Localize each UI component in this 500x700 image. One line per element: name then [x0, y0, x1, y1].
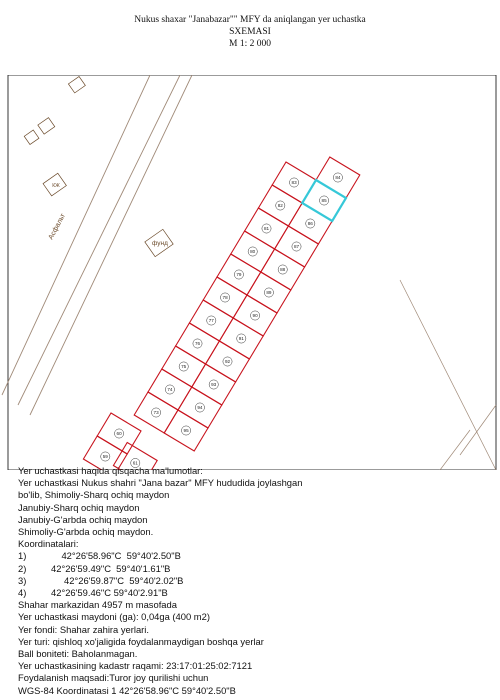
coord-row-1: 1) 42°26'58.96"C 59°40'2.50"B	[18, 550, 181, 562]
info-cadastre: Yer uchastkasining kadastr raqami: 23:17:01:25:02:7121	[18, 660, 253, 672]
info-location-3: Janubiy-Sharq ochiq maydon	[18, 501, 140, 513]
plots-group	[83, 157, 359, 470]
fund-label: фунд	[152, 240, 168, 247]
plot-number-74: 74	[167, 387, 173, 392]
plot-number-92: 92	[224, 359, 231, 364]
road-label: Асфальт	[47, 212, 68, 241]
building-1	[68, 76, 85, 92]
plot-number-85: 85	[321, 198, 327, 203]
info-fund: Yer fondi: Shahar zahira yerlari.	[18, 623, 149, 635]
info-location-2: bo'lib, Shimoliy-Sharq ochiq maydon	[18, 489, 170, 501]
plot-number-76: 76	[194, 341, 201, 346]
plot-number-83: 83	[291, 180, 297, 185]
map-canvas	[0, 75, 500, 470]
info-location-1: Yer uchastkasi Nukus shahri "Jana bazar" MFY hududida joylashgan	[18, 477, 303, 489]
kzh-label: КЖ	[52, 183, 60, 189]
plot-number-82: 82	[277, 203, 283, 208]
coord-row-4: 4) 42°26'59.46"C 59°40'2.91"B	[18, 587, 168, 599]
boundary-line-right-2	[460, 405, 496, 455]
plot-number-89: 89	[266, 290, 272, 295]
cadastral-map	[0, 75, 500, 470]
plot-number-79: 79	[236, 272, 242, 277]
document-title: Nukus shaxar "Janabazar"" MFY da aniqlangan yer uchastka	[134, 15, 366, 25]
info-heading: Yer uchastkasi haqida qisqacha ma'lumotlar:	[18, 465, 203, 476]
road-edge-left	[2, 75, 150, 395]
plot-number-80: 80	[250, 249, 256, 254]
boundary-line-right	[400, 280, 496, 470]
plot-number-94: 94	[197, 405, 203, 410]
info-purpose: Foydalanish maqsadi:Turor joy qurilishi uchun	[18, 672, 209, 684]
coord-row-2: 2) 42°26'59.49"C 59°40'1.61"B	[18, 562, 171, 574]
plot-number-91: 91	[238, 336, 244, 341]
info-block	[18, 465, 488, 697]
plot-number-93: 93	[211, 382, 217, 387]
info-score: Ball boniteti: Baholanmagan.	[18, 648, 138, 660]
info-area: Yer uchastkasi maydoni (ga): 0,04ga (400 m2)	[18, 611, 210, 623]
building-3	[24, 130, 39, 145]
plot-number-90: 90	[252, 313, 258, 318]
info-wgs: WGS-84 Koordinatasi 1 42°26'58.96"C 59°40'2.50"B	[18, 684, 236, 696]
plot-number-61: 61	[132, 460, 138, 466]
plot-number-75: 75	[181, 364, 187, 369]
plot-number-88: 88	[280, 267, 286, 272]
coords-heading: Koordinatalari:	[18, 538, 79, 550]
coord-row-3: 3) 42°26'59.87"C 59°40'2.02"B	[18, 574, 184, 586]
boundary-line-right-3	[440, 430, 470, 470]
plot-number-77: 77	[208, 318, 214, 323]
plot-number-86: 86	[307, 221, 313, 226]
info-land-type: Yer turi: qishloq xo'jaligida foydalanmaydigan boshqa yerlar	[18, 635, 264, 647]
plot-number-87: 87	[293, 244, 300, 249]
info-location-5: Shimoliy-G'arbda ochiq maydon.	[18, 526, 154, 538]
plot-number-60: 60	[116, 431, 122, 436]
map-scale: M 1: 2 000	[229, 39, 271, 49]
plot-number-78: 78	[222, 295, 228, 300]
building-2	[38, 118, 55, 134]
plot-number-81: 81	[263, 226, 270, 231]
map-frame	[8, 75, 496, 470]
document-header	[0, 14, 500, 50]
plot-number-84: 84	[335, 175, 341, 180]
info-location-4: Janubiy-G'arbda ochiq maydon	[18, 513, 148, 525]
document-subtitle: SXEMASI	[229, 27, 271, 37]
info-distance: Shahar markazidan 4957 m masofada	[18, 599, 177, 611]
plot-number-95: 95	[183, 428, 189, 433]
plot-number-59: 59	[102, 454, 108, 459]
plot-number-73: 73	[153, 410, 159, 415]
